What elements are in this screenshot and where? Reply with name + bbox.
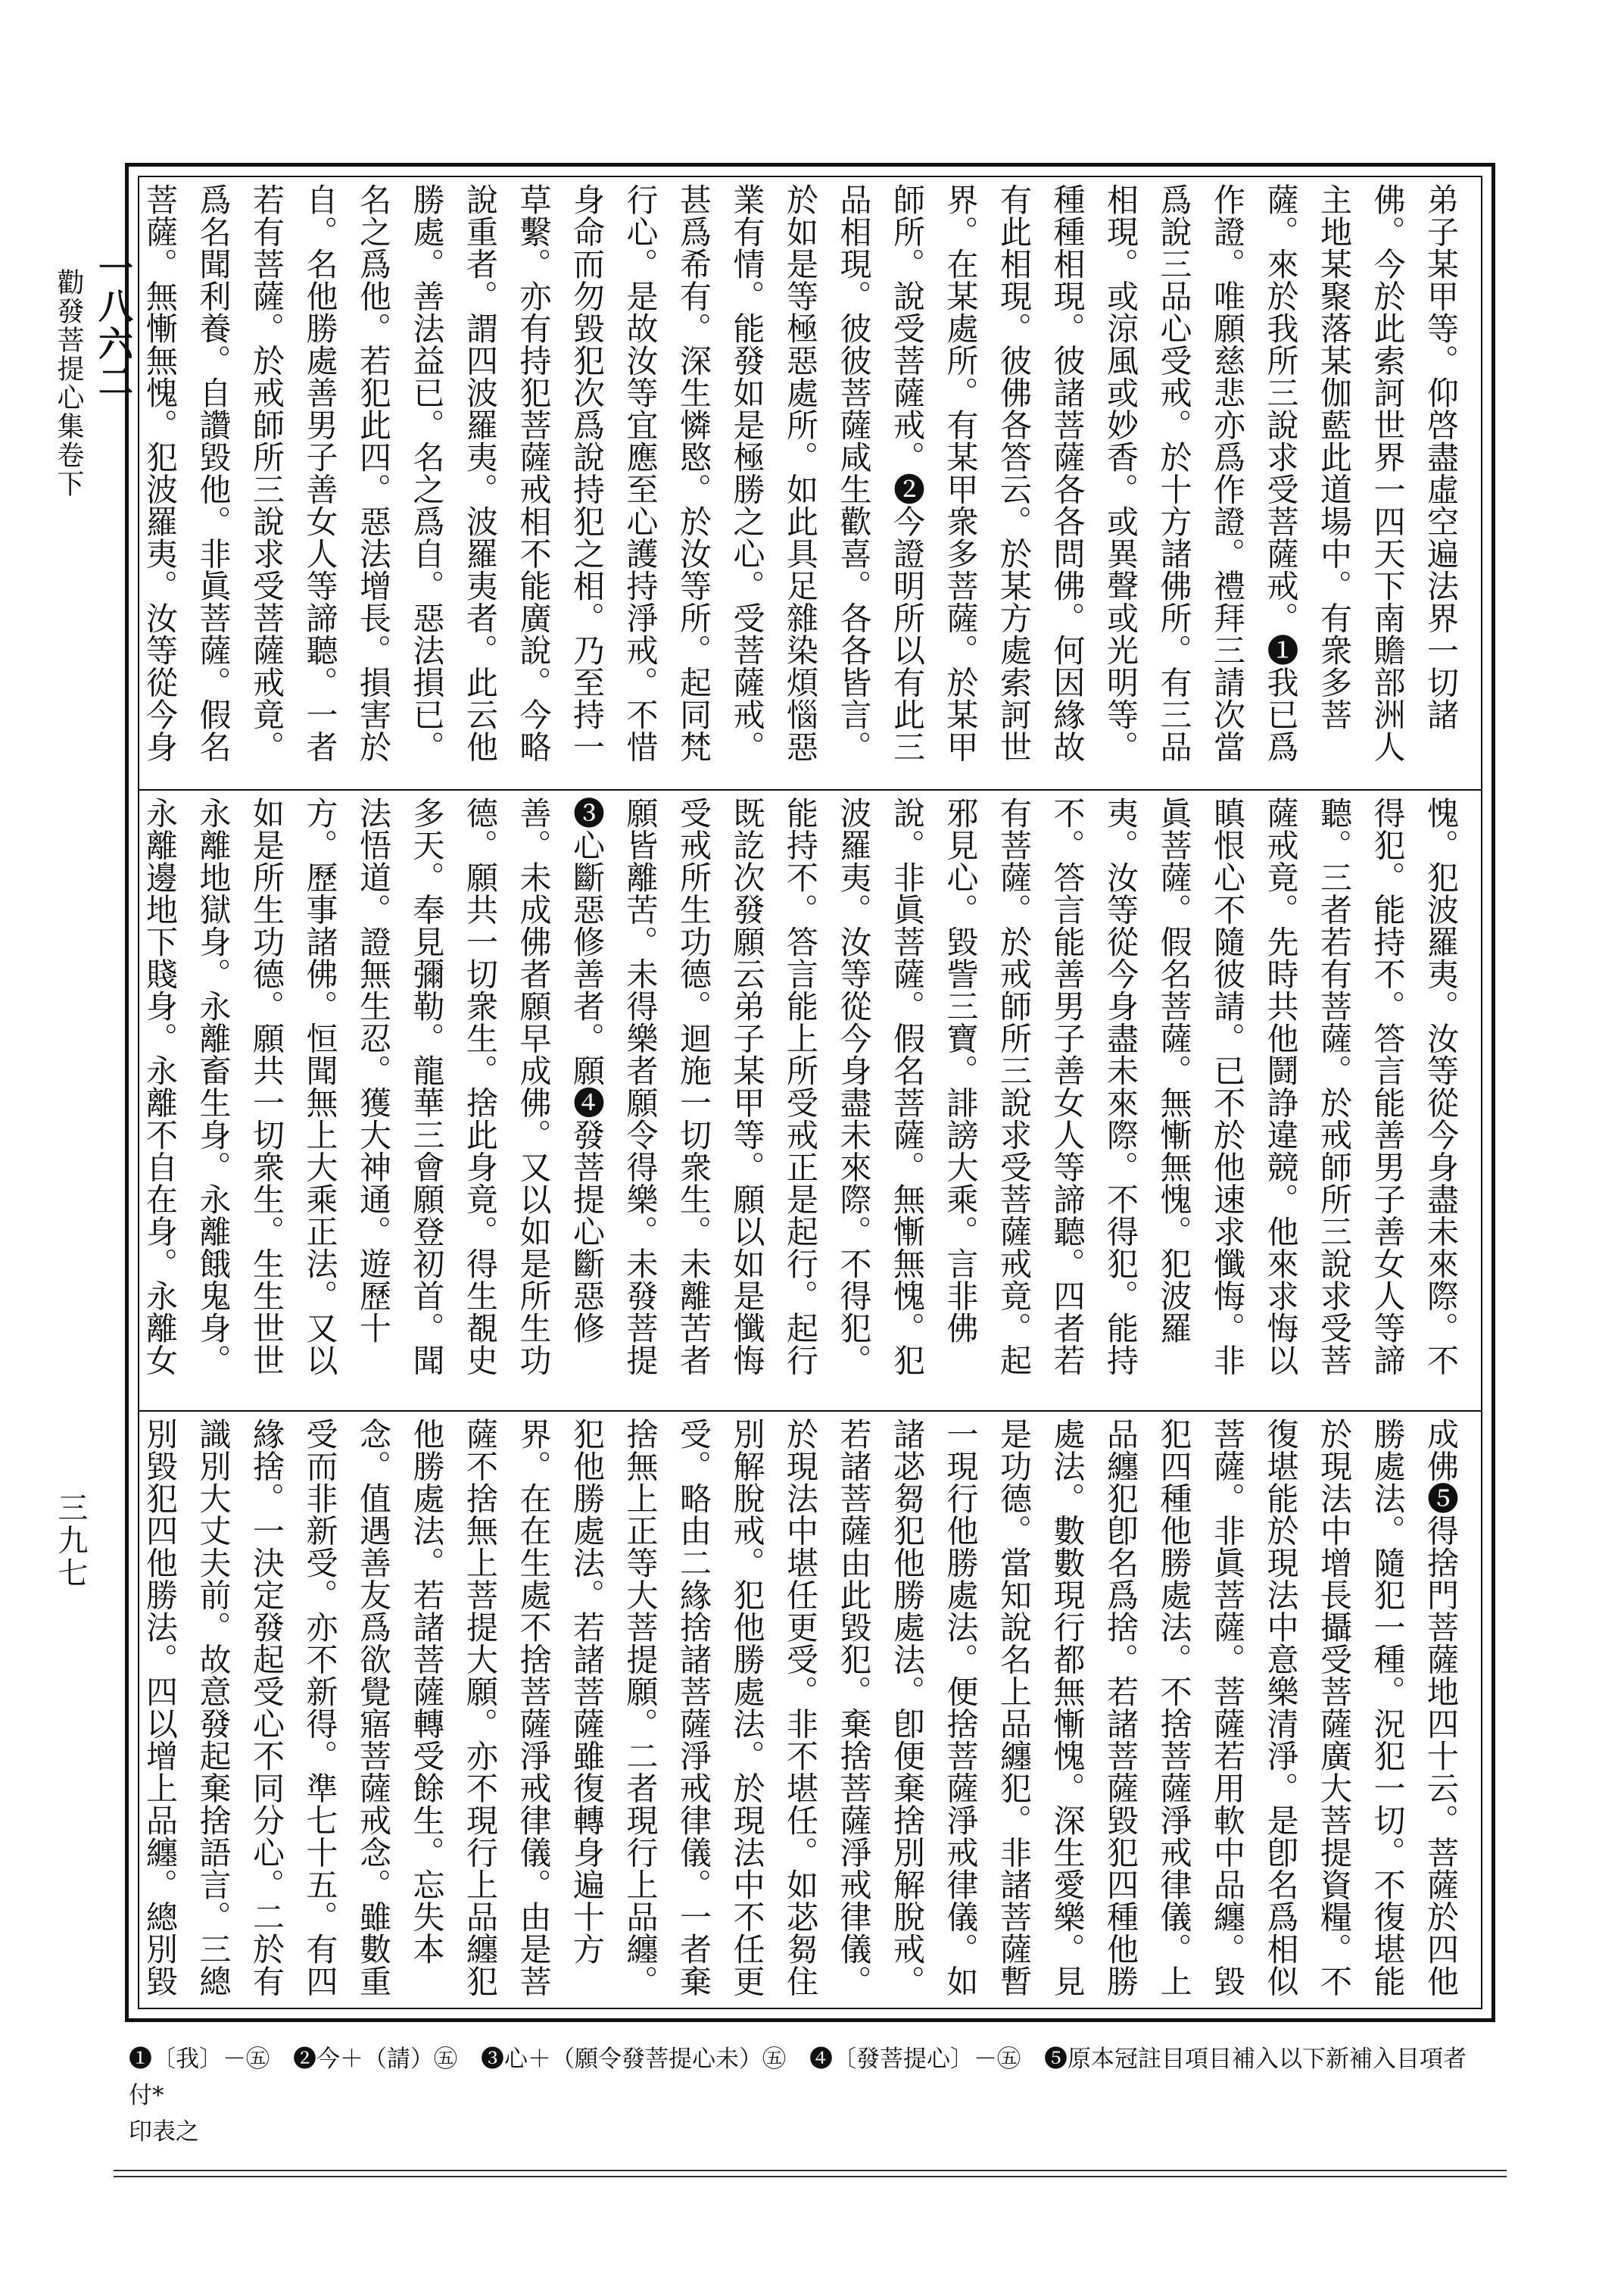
body-text-middle: 愧。犯波羅夷。汝等從今身盡未來際。不得犯。能持不。答言能善男子善女人等諦聽。三者若有菩薩。於戒師所三說求受菩薩戒竟。先時共他鬪諍違競。他來求悔以瞋恨心不隨彼請。已不於他速求懺悔。非眞菩薩。假名菩薩。無慚無愧。犯波羅夷。汝等從今身盡未來際。不得犯。能持不。答言能善男子善女人等諦聽。四者若有菩薩。於戒師所三說求受菩薩戒竟。起邪見心。毀訾三寶。誹謗大乘。言非佛說。非眞菩薩。假名菩薩。無慚無愧。犯波羅夷。汝等從今身盡未來際。不得犯。能持不。答言能上所受戒正是起行。起行既訖次發願云弟子某甲等。願以如是懺悔受戒所生功德。迴施一切衆生。未離苦者願皆離苦。未得樂者願令得樂。未發菩提❸心斷惡修善者。願❹發菩提心斷惡修善。未成佛者願早成佛。又以如是所生功德。願共一切衆生。捨此身竟。得生覩史多天。奉見彌勒。龍華三會願登初首。聞法悟道。證無生忍。獲大神通。遊歷十方。歷事諸佛。恒聞無上大乘正法。又以如是所生功德。願共一切衆生。生生世世永離地獄身。永離畜生身。永離餓鬼身。永離邊地下賤身。永離不自在身。永離女 — [142, 797, 1460, 1376]
book-title: 勸發菩提心集卷下 — [53, 268, 84, 498]
running-header — [45, 250, 136, 498]
page-number: 一八六二 — [93, 250, 134, 401]
body-text-top: 弟子某甲等。仰啓盡虛空遍法界一切諸佛。今於此索訶世界一四天下南贍部洲人主地某聚落某伽藍此道場中。有衆多菩薩。來於我所三說求受菩薩戒。❶我已爲作證。唯願慈悲亦爲作證。禮拜三請次當爲說三品心受戒。於十方諸佛所。有三品相現。或涼風或妙香。或異聲或光明等。種種相現。彼諸菩薩各各問佛。何因緣故有此相現。彼佛各答云。於某方處索訶世界。在某處所。有某甲衆多菩薩。於某甲師所。說受菩薩戒。❷今證明所以有此三品相現。彼彼菩薩咸生歡喜。各各皆言。於如是等極惡處所。如此具足雜染煩惱惡業有情。能發如是極勝之心。受菩薩戒。甚爲希有。深生憐愍。於汝等所。起同梵行心。是故汝等宜應至心護持淨戒。不惜身命而勿毀犯次爲說持犯之相。乃至持一草繫。亦有持犯菩薩戒相不能廣說。今略說重者。謂四波羅夷。波羅夷者。此云他勝處。善法益已。名之爲自。惡法損已。名之爲他。若犯此四。惡法增長。損害於自。名他勝處善男子善女人等諦聽。一者若有菩薩。於戒師所三說求受菩薩戒竟。爲名聞利養。自讚毀他。非眞菩薩。假名菩薩。無慚無愧。犯波羅夷。汝等從今身 — [142, 183, 1460, 763]
footnote-line: ❶〔我〕－㊄ ❷今＋（請）㊄ ❸心＋（願令發菩提心未）㊄ ❹〔發菩提心〕－㊄ ❺原本冠註目項目補入以下新補入目項者付* — [129, 2046, 1467, 2109]
body-text-bottom: 成佛❺得捨門菩薩地四十云。菩薩於四他勝處法。隨犯一種。況犯一切。不復堪能於現法中增長攝受菩薩廣大菩提資糧。不復堪能於現法中意樂清淨。是卽名爲相似菩薩。非眞菩薩。菩薩若用軟中品纏。毀犯四種他勝處法。不捨菩薩淨戒律儀。上品纏犯卽名爲捨。若諸菩薩毀犯四種他勝處法。數數現行都無慚愧。深生愛樂。見是功德。當知說名上品纏犯。非諸菩薩暫一現行他勝處法。便捨菩薩淨戒律儀。如諸苾芻犯他勝處法。卽便棄捨別解脫戒。若諸菩薩由此毀犯。棄捨菩薩淨戒律儀。於現法中堪任更受。非不堪任。如苾芻住別解脫戒。犯他勝處法。於現法中不任更受。略由二緣捨諸菩薩淨戒律儀。一者棄捨無上正等大菩提願。二者現行上品纏。犯他勝處法。若諸菩薩雖復轉身遍十方界。在在生處不捨菩薩淨戒律儀。由是菩薩不捨無上菩提大願。亦不現行上品纏犯他勝處法。若諸菩薩轉受餘生。忘失本念。值遇善友爲欲覺寤菩薩戒念。雖數重受而非新受。亦不新得。準七十五。有四緣捨。一決定發起受心不同分心。二於有識別大丈夫前。故意發起棄捨語言。三總別毀犯四他勝法。四以增上品纏。總別毀 — [142, 1418, 1460, 1997]
footnote-line: 印表之 — [129, 2118, 199, 2146]
bottom-rule — [114, 2170, 1507, 2171]
text-band-bottom — [138, 1413, 1482, 2008]
text-band-middle — [138, 792, 1482, 1406]
footnotes — [129, 2041, 1484, 2150]
text-band-top — [138, 179, 1482, 785]
band-divider-1 — [138, 789, 1482, 791]
bottom-rule — [114, 2176, 1507, 2177]
band-divider-2 — [138, 1410, 1482, 1412]
volume-marker: 三九七 — [53, 1492, 88, 1590]
